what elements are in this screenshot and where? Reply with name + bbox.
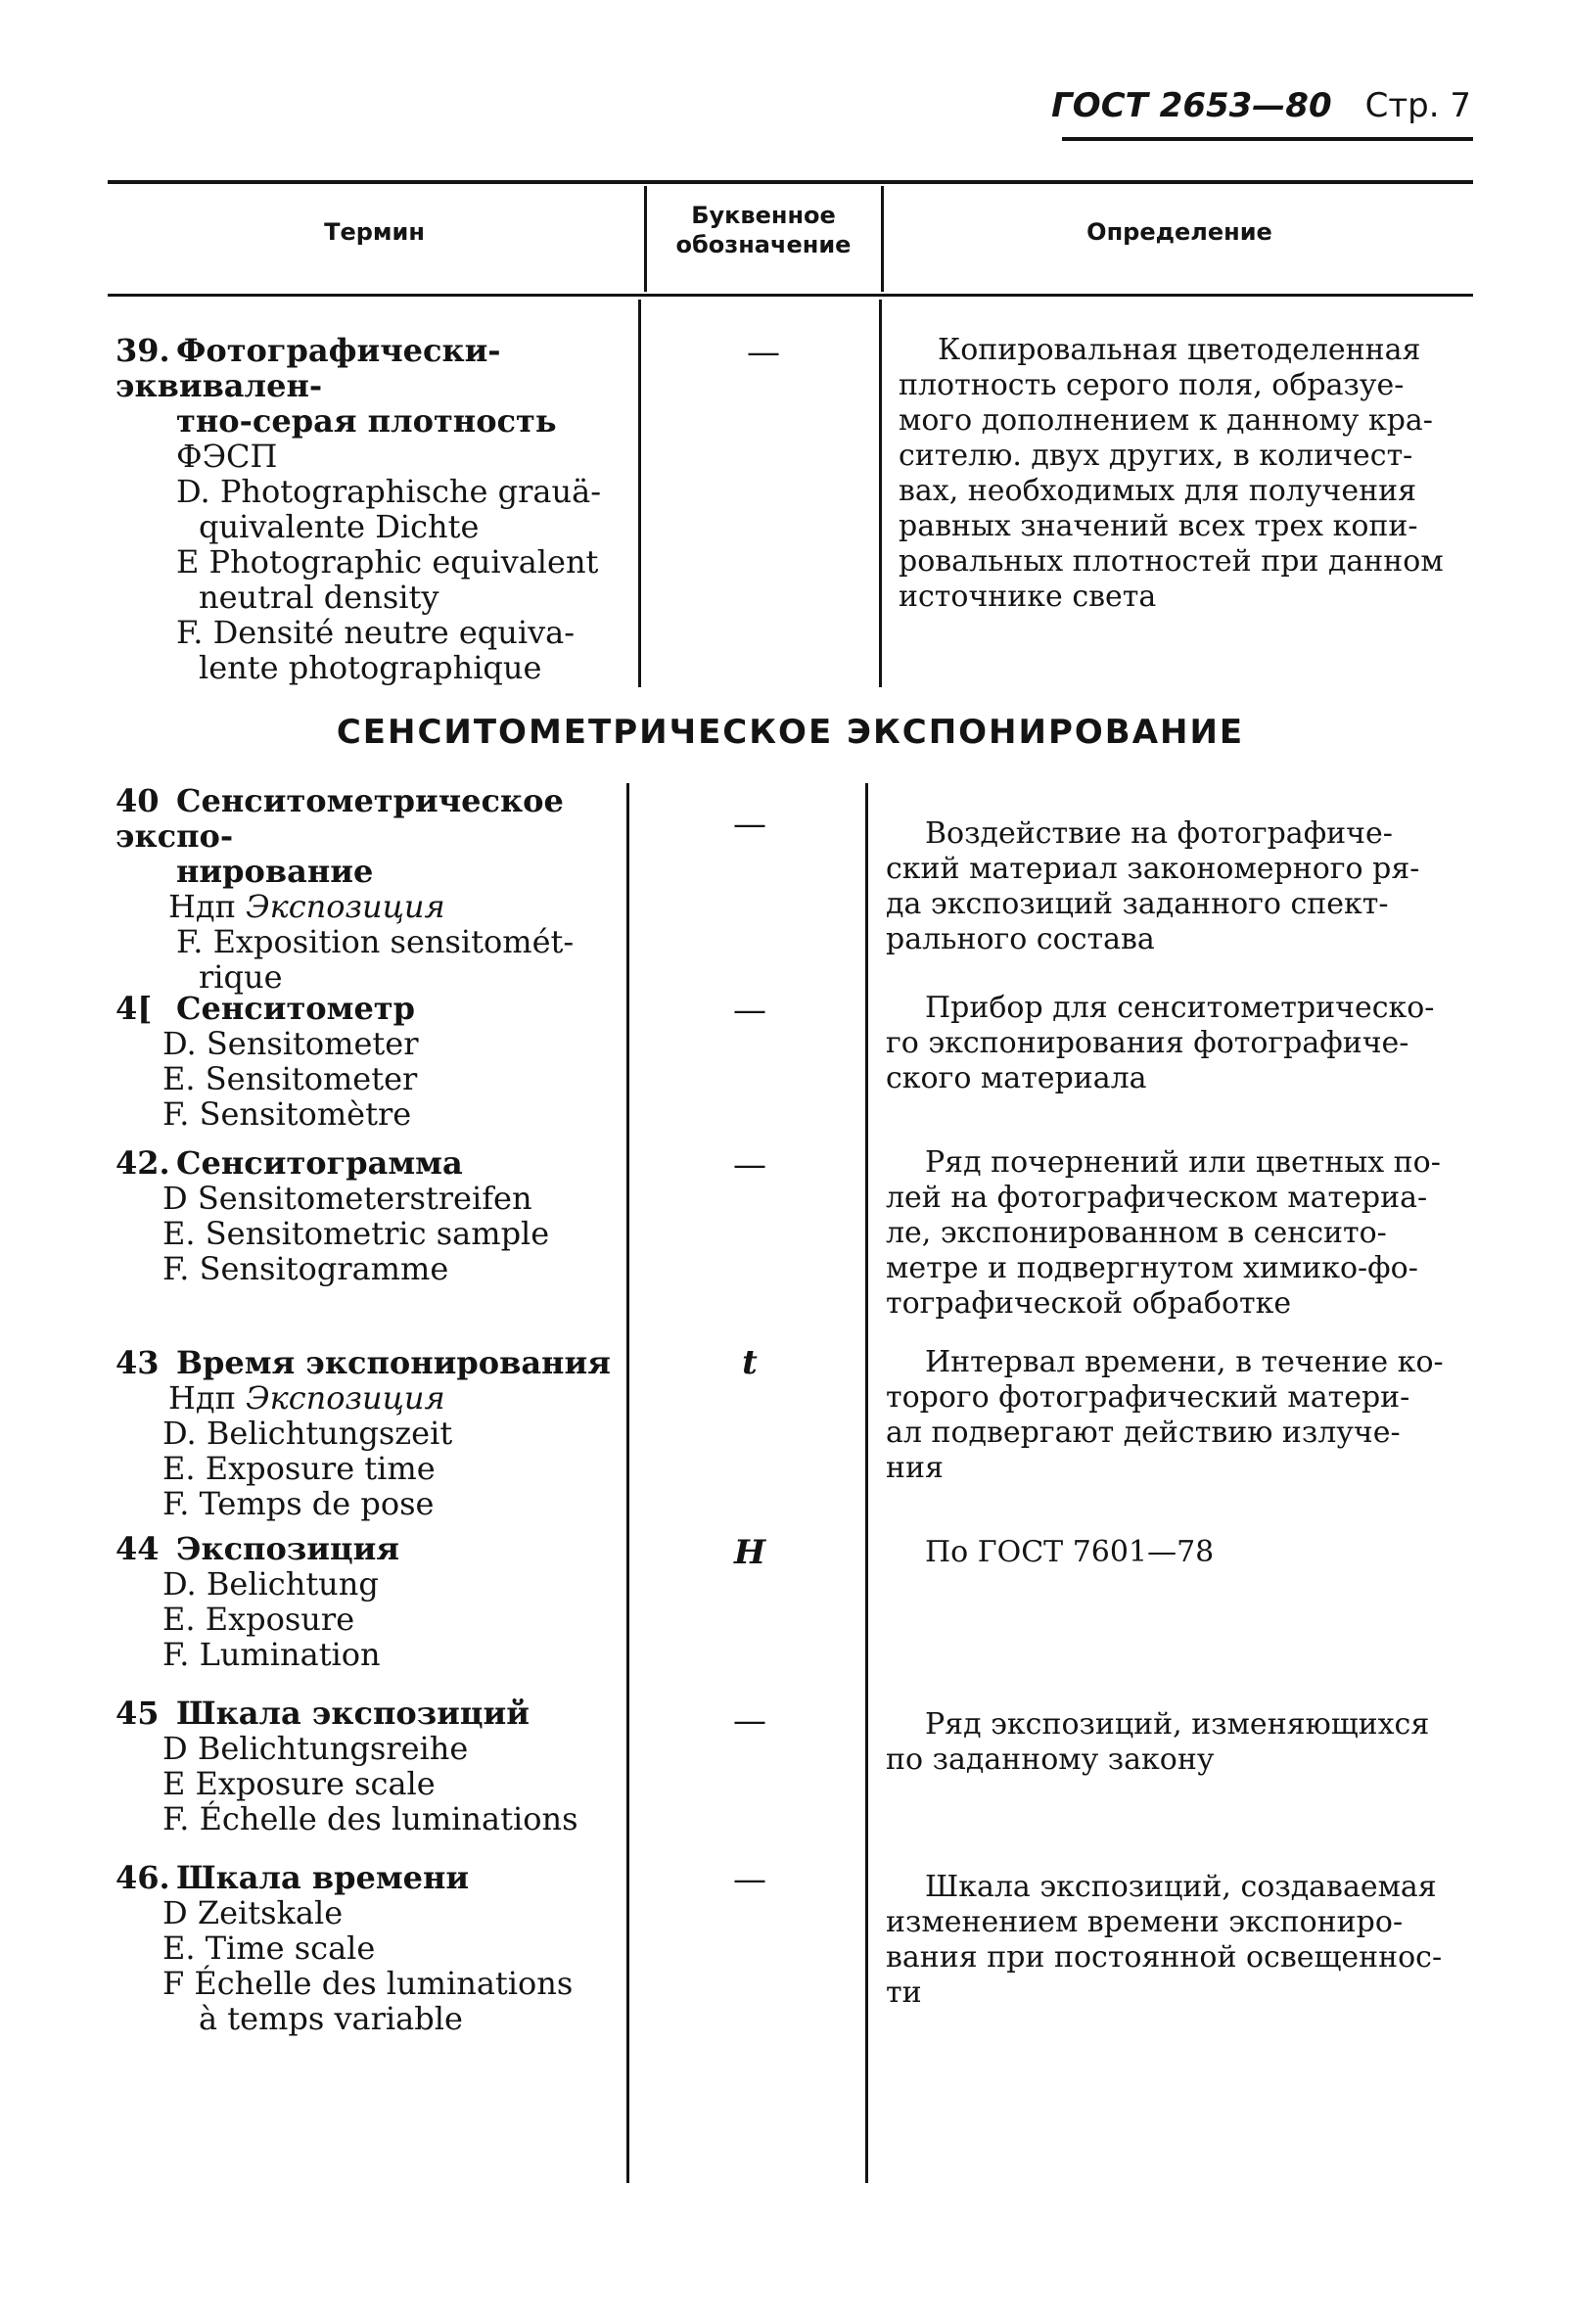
header-rule — [1062, 137, 1473, 141]
term-title: Сенситограмма — [176, 1144, 463, 1182]
column-header-symbol: Буквенное обозначение — [675, 202, 852, 258]
symbol-cell: — — [733, 1860, 766, 1899]
deprecated-term: Ндп Экспозиция — [168, 888, 445, 925]
term-cell — [115, 333, 634, 685]
table-header-bottom-rule — [108, 294, 1473, 297]
translation-fr: F. Sensitomètre — [162, 1095, 412, 1133]
entry-number: 42. — [115, 1144, 170, 1182]
translation-fr: F. Sensitogramme — [162, 1250, 449, 1287]
term-cell — [115, 991, 634, 1132]
translation-fr: F. Temps de pose — [162, 1485, 435, 1522]
deprecated-term: Ндп Экспозиция — [168, 1379, 445, 1417]
definition-cell: Ряд почернений или цветных по- лей на фотографическом материа- ле, экспонированном в сенсито- метре и подвергнутом химико-фо- тографической обработке — [886, 1145, 1441, 1321]
translation-de: D. Photographische grauä- — [176, 473, 601, 510]
translation-de: D. Belichtung — [162, 1565, 379, 1603]
translation-de: D. Belichtungszeit — [162, 1415, 453, 1452]
translation-en: E. Sensitometer — [162, 1060, 418, 1097]
translation-fr: F. Exposition sensitomét- — [176, 923, 575, 960]
symbol-cell: — — [733, 805, 766, 844]
term-title: Экспозиция — [176, 1530, 399, 1567]
translation-en: E. Exposure time — [162, 1450, 436, 1487]
translation-en: E Exposure scale — [162, 1765, 436, 1802]
translation-fr-cont: à temps variable — [199, 2000, 463, 2037]
term-cell — [115, 1345, 634, 1521]
column-header-term: Термин — [324, 218, 425, 246]
column-divider-2-bottom — [865, 783, 868, 2183]
column-divider-2-top — [879, 300, 882, 687]
translation-de: D Belichtungsreihe — [162, 1730, 469, 1767]
term-title: Шкала экспозиций — [176, 1695, 530, 1732]
definition-cell: Шкала экспозиций, создаваемая изменением времени экспониро- вания при постоянной освещеннос- ти — [886, 1870, 1443, 2010]
standard-number: ГОСТ 2653—80 — [1051, 86, 1332, 125]
translation-de: D. Sensitometer — [162, 1025, 419, 1062]
symbol-cell: — — [733, 991, 766, 1030]
entry-number: 46. — [115, 1859, 170, 1896]
header-divider-2 — [881, 186, 884, 292]
entry-number: 43 — [115, 1344, 160, 1381]
term-title: Сенситометрическое экспо- — [115, 782, 564, 855]
symbol-cell: t — [742, 1343, 758, 1382]
translation-en: E. Time scale — [162, 1929, 376, 1967]
symbol-cell: — — [733, 1701, 766, 1741]
term-title: Фотографически-эквивален- — [115, 332, 501, 404]
translation-en: E. Exposure — [162, 1601, 355, 1638]
column-divider-1-top — [638, 300, 641, 687]
symbol-cell: — — [733, 1145, 766, 1185]
translation-fr-cont: rique — [199, 958, 283, 996]
term-cell — [115, 1860, 634, 2036]
page-header — [1051, 86, 1471, 125]
term-title: Шкала времени — [176, 1859, 470, 1896]
section-title: СЕНСИТОМЕТРИЧЕСКОЕ ЭКСПОНИРОВАНИЕ — [336, 713, 1245, 752]
term-cell — [115, 1531, 634, 1672]
definition-cell: Воздействие на фотографиче- ский материал закономерного ря- да экспозиций заданного спект- рального состава — [886, 816, 1420, 956]
translation-de: D Sensitometerstreifen — [162, 1180, 532, 1217]
page-number: Стр. 7 — [1364, 86, 1471, 125]
term-title: Время экспонирования — [176, 1344, 611, 1381]
translation-en-cont: neutral density — [199, 579, 439, 616]
header-divider-1 — [644, 186, 647, 292]
entry-number: 44 — [115, 1530, 160, 1567]
term-cell — [115, 1696, 634, 1836]
term-title-cont: тно-серая плотность — [176, 402, 557, 440]
column-header-definition: Определение — [1086, 218, 1272, 246]
term-title-cont: нирование — [176, 853, 374, 890]
translation-fr-cont: lente photographique — [199, 649, 542, 686]
definition-cell: Прибор для сенситометрическо- го экспонирования фотографиче- ского материала — [886, 991, 1435, 1095]
translation-en: E Photographic equivalent — [176, 543, 599, 581]
term-title: Сенситометр — [176, 990, 415, 1027]
translation-en: E. Sensitometric sample — [162, 1215, 550, 1252]
entry-number: 45 — [115, 1695, 160, 1732]
translation-de-cont: quivalente Dichte — [199, 508, 480, 545]
table-top-rule — [108, 180, 1473, 184]
entry-number: 39. — [115, 332, 170, 369]
definition-cell: Копировальная цветоделенная плотность серого поля, образуе- мого дополнением к данному кра- сителю. двух других, в количест- вах, необходимых для получения равных значений всех трех копи- ровальных плотностей при данном источнике света — [899, 333, 1444, 614]
symbol-cell: — — [747, 333, 780, 372]
translation-fr: F. Densité neutre equiva- — [176, 614, 576, 651]
entry-number: 40 — [115, 782, 160, 819]
symbol-cell: H — [733, 1533, 766, 1572]
entry-number: 4[ — [115, 990, 153, 1027]
translation-fr: F. Échelle des luminations — [162, 1800, 578, 1837]
definition-cell: Интервал времени, в течение ко- торого фотографический матери- ал подвергают действию излуче- ния — [886, 1345, 1444, 1485]
term-abbreviation: ФЭСП — [176, 438, 278, 475]
term-cell — [115, 783, 634, 995]
translation-fr: F. Lumination — [162, 1636, 381, 1673]
definition-cell: Ряд экспозиций, изменяющихся по заданному закону — [886, 1707, 1430, 1777]
definition-cell: По ГОСТ 7601—78 — [925, 1535, 1215, 1569]
translation-de: D Zeitskale — [162, 1894, 344, 1931]
term-cell — [115, 1145, 634, 1286]
translation-fr: F Échelle des luminations — [162, 1965, 574, 2002]
